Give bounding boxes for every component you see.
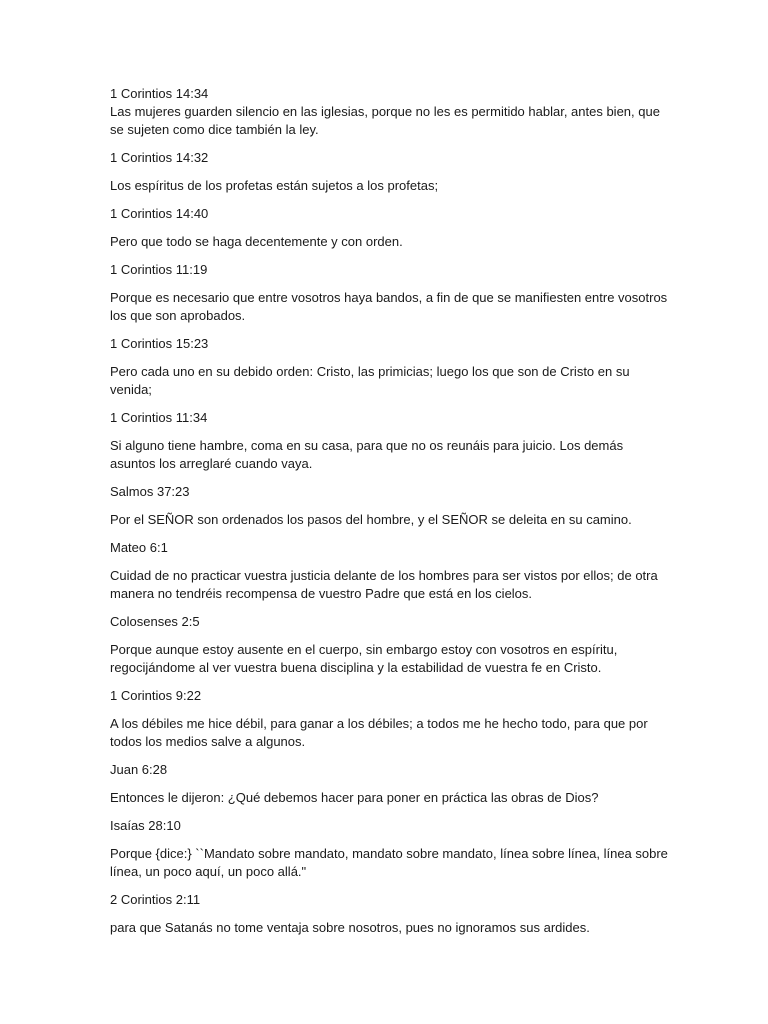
verse-text: A los débiles me hice débil, para ganar a los débiles; a todos me he hecho todo, para que por todos los medios salve a algunos. (110, 716, 648, 749)
verse-text: Entonces le dijeron: ¿Qué debemos hacer para poner en práctica las obras de Dios? (110, 790, 599, 805)
verse-reference: Salmos 37:23 (110, 484, 190, 499)
verse-entry (110, 761, 670, 807)
verse-reference: 1 Corintios 11:34 (110, 410, 208, 425)
verse-reference: 1 Corintios 14:32 (110, 150, 209, 165)
verse-entry (110, 483, 670, 529)
verse-reference: 2 Corintios 2:11 (110, 892, 201, 907)
verse-reference: 1 Corintios 9:22 (110, 688, 202, 703)
verse-text: Pero que todo se haga decentemente y con orden. (110, 234, 403, 249)
verse-entry (110, 539, 670, 603)
verse-entry (110, 261, 670, 325)
verse-entry (110, 891, 670, 937)
verse-entry (110, 85, 670, 139)
verse-entry (110, 149, 670, 195)
verse-text: Los espíritus de los profetas están sujetos a los profetas; (110, 178, 439, 193)
verse-reference: Isaías 28:10 (110, 818, 181, 833)
verse-entry (110, 409, 670, 473)
verse-text: Si alguno tiene hambre, coma en su casa, para que no os reunáis para juicio. Los demás asuntos los arreglaré cuando vaya. (110, 438, 624, 471)
document-page (110, 85, 670, 947)
verse-reference: Colosenses 2:5 (110, 614, 200, 629)
verse-text: Porque aunque estoy ausente en el cuerpo, sin embargo estoy con vosotros en espíritu, regocijándome al ver vuestra buena disciplina y la estabilidad de vuestra fe en Cristo. (110, 642, 618, 675)
verse-reference: Juan 6:28 (110, 762, 168, 777)
verse-entry (110, 335, 670, 399)
verse-reference: 1 Corintios 15:23 (110, 336, 209, 351)
verse-text: Porque es necesario que entre vosotros haya bandos, a fin de que se manifiesten entre vosotros los que son aprobados. (110, 290, 668, 323)
verse-text: Cuidad de no practicar vuestra justicia delante de los hombres para ser vistos por ellos; de otra manera no tendréis recompensa de vuestro Padre que está en los cielos. (110, 568, 658, 601)
verse-text: para que Satanás no tome ventaja sobre nosotros, pues no ignoramos sus ardides. (110, 920, 590, 935)
verse-reference: Mateo 6:1 (110, 540, 168, 555)
verse-entry (110, 205, 670, 251)
verse-entry (110, 687, 670, 751)
verse-text: Pero cada uno en su debido orden: Cristo, las primicias; luego los que son de Cristo en su venida; (110, 364, 630, 397)
verse-reference: 1 Corintios 11:19 (110, 262, 208, 277)
verse-reference: 1 Corintios 14:40 (110, 206, 209, 221)
verse-text: Por el SEÑOR son ordenados los pasos del hombre, y el SEÑOR se deleita en su camino. (110, 512, 632, 527)
verse-text: Porque {dice:} ``Mandato sobre mandato, mandato sobre mandato, línea sobre línea, línea sobre línea, un poco aquí, un poco allá." (110, 846, 668, 879)
verse-entry (110, 613, 670, 677)
verse-entry (110, 817, 670, 881)
verse-text: Las mujeres guarden silencio en las iglesias, porque no les es permitido hablar, antes bien, que se sujeten como dice también la ley. (110, 104, 660, 137)
verse-reference: 1 Corintios 14:34 (110, 86, 209, 101)
